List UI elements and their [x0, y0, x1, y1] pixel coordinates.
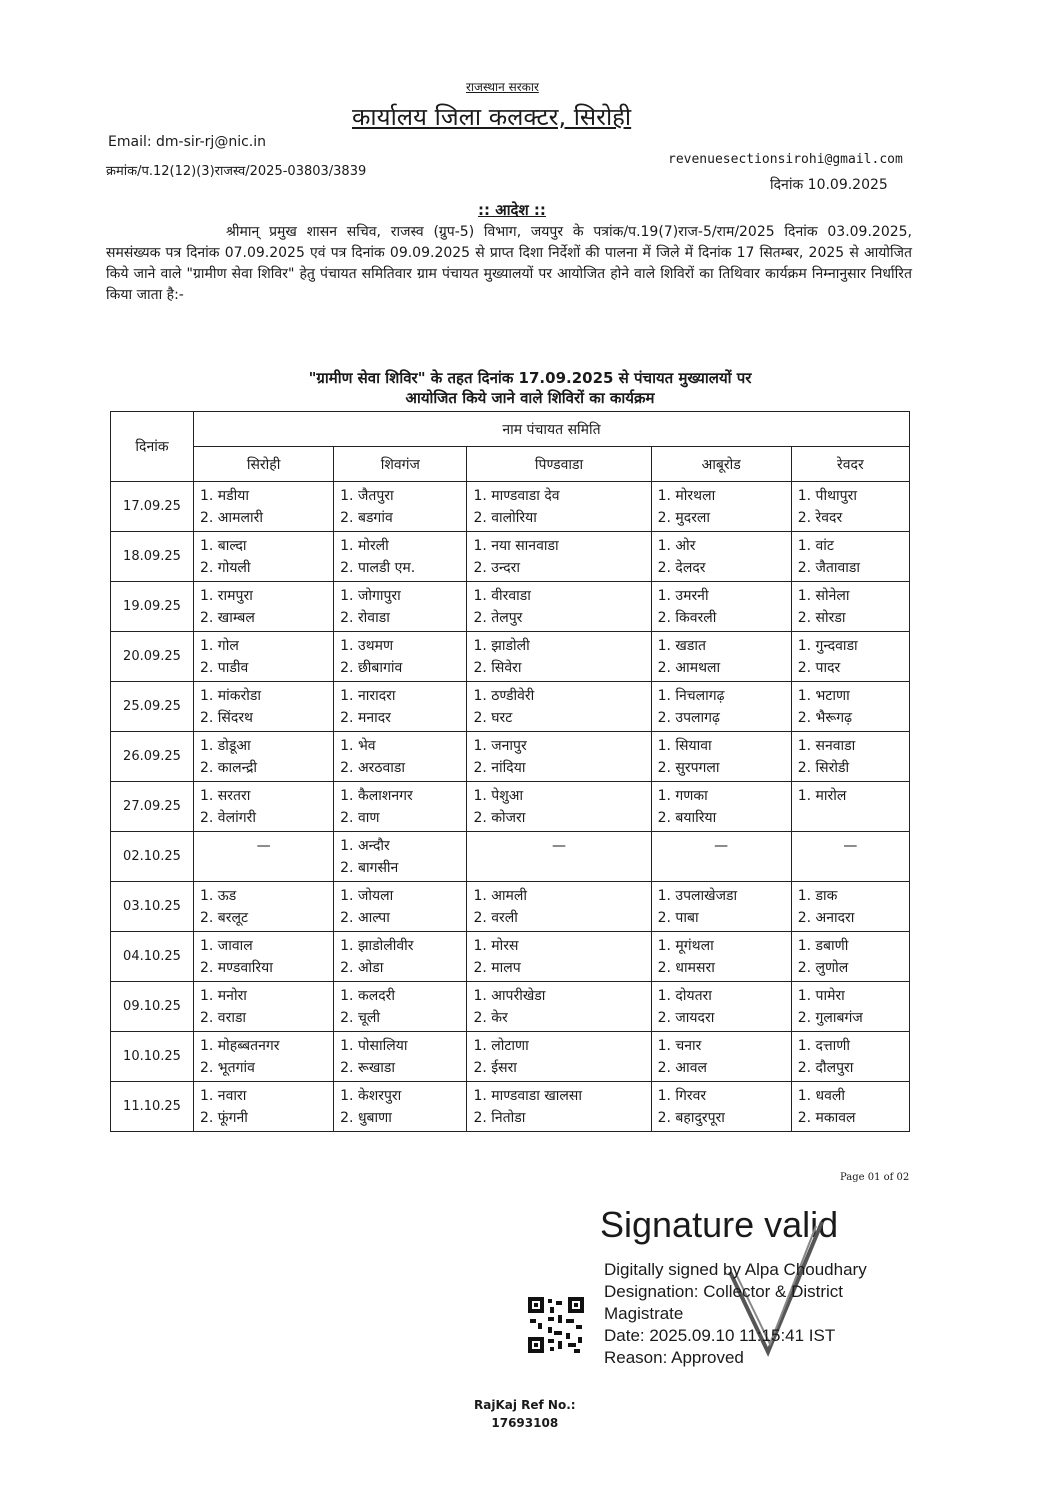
- cell-line: 1. ठण्डीवेरी: [473, 687, 535, 704]
- signature-details: [604, 1259, 867, 1369]
- cell-line: 1. नवारा: [200, 1087, 247, 1104]
- cell-line: 2. नितोडा: [473, 1109, 526, 1126]
- cell-line: 2. नांदिया: [473, 759, 526, 776]
- cell-line: 1. आमली: [473, 887, 528, 904]
- cell-line: 2. मकावल: [797, 1109, 856, 1126]
- cell-line: 2. केर: [473, 1009, 508, 1026]
- table-row: [111, 932, 910, 982]
- cell-line: 2. उपलागढ़: [657, 709, 720, 726]
- cell-line: 2. आल्पा: [340, 909, 390, 926]
- order-date: दिनांक 10.09.2025: [770, 177, 888, 193]
- table-cell: [467, 1082, 651, 1132]
- table-row: [111, 682, 910, 732]
- cell-line: 2. उन्दरा: [473, 559, 521, 576]
- cell-line: 2. मालप: [473, 959, 521, 976]
- table-cell: [194, 982, 334, 1032]
- cell-line: 1. मोरथला: [657, 487, 716, 504]
- table-cell: [791, 482, 909, 532]
- cell-line: 1. मडीया: [200, 487, 250, 504]
- cell-line: —: [714, 837, 729, 854]
- cell-line: 1. पीथापुरा: [797, 487, 857, 504]
- cell-line: 2. दौलपुरा: [797, 1059, 854, 1076]
- cell-line: 1. डोडूआ: [200, 737, 251, 754]
- cell-line: 2. आमथला: [657, 659, 721, 676]
- rajkaj-reference: [474, 1396, 576, 1432]
- table-cell: [791, 582, 909, 632]
- signature-line4: Date: 2025.09.10 11:15:41 IST: [604, 1326, 836, 1345]
- table-cell: [467, 882, 651, 932]
- cell-line: 1. नारादरा: [340, 687, 396, 704]
- cell-line: 2. बयारिया: [657, 809, 717, 826]
- row-date: 09.10.25: [111, 982, 194, 1032]
- cell-line: 1. मूगंथला: [657, 937, 714, 954]
- cell-line: 2. चूली: [340, 1009, 380, 1026]
- cell-line: 1. माण्डवाडा खालसा: [473, 1087, 583, 1104]
- cell-line: 1. उमरनी: [657, 587, 709, 604]
- cell-line: 1. वांट: [797, 537, 834, 554]
- cell-line: 1. लोटाणा: [473, 1037, 529, 1054]
- table-cell: [651, 732, 791, 782]
- cell-line: 1. मोरस: [473, 937, 519, 954]
- table-cell: [467, 782, 651, 832]
- table-cell: [194, 882, 334, 932]
- cell-line: 1. अन्दौर: [340, 837, 390, 854]
- table-cell: [334, 1082, 467, 1132]
- cell-line: 2. सिवेरा: [473, 659, 522, 676]
- cell-line: 2. ईसरा: [473, 1059, 517, 1076]
- cell-line: 1. डाक: [797, 887, 838, 904]
- row-date: 20.09.25: [111, 632, 194, 682]
- cell-line: 1. मोरली: [340, 537, 389, 554]
- date-header: दिनांक: [111, 412, 194, 482]
- signature-line1: Digitally signed by Alpa Choudhary: [604, 1260, 867, 1279]
- cell-line: 1. निचलागढ़: [657, 687, 725, 704]
- cell-line: 2. धामसरा: [657, 959, 715, 976]
- row-date: 27.09.25: [111, 782, 194, 832]
- cell-line: 2. वराडा: [200, 1009, 247, 1026]
- cell-line: 1. पामेरा: [797, 987, 845, 1004]
- cell-line: 1. वीरवाडा: [473, 587, 531, 604]
- cell-line: 2. ओडा: [340, 959, 384, 976]
- table-cell: [791, 882, 909, 932]
- cell-line: 1. आपरीखेडा: [473, 987, 546, 1004]
- table-cell: [467, 682, 651, 732]
- cell-line: 1. गुन्दवाडा: [797, 637, 858, 654]
- table-title-line2: आयोजित किये जाने वाले शिविरों का कार्यक्रम: [405, 389, 655, 407]
- cell-line: 1. जावाल: [200, 937, 253, 954]
- cell-line: 2. मण्डवारिया: [200, 959, 273, 976]
- row-date: 25.09.25: [111, 682, 194, 732]
- cell-line: 1. मनोरा: [200, 987, 247, 1004]
- rajkaj-number: 17693108: [491, 1416, 559, 1430]
- cell-line: 1. दत्ताणी: [797, 1037, 850, 1054]
- cell-line: 2. भैरूगढ़: [797, 709, 852, 726]
- table-cell: [791, 532, 909, 582]
- table-cell: [651, 882, 791, 932]
- column-header: सिरोही: [194, 447, 334, 482]
- cell-line: 2. आमलारी: [200, 509, 263, 526]
- table-cell: [651, 1082, 791, 1132]
- cell-line: 1. जोयला: [340, 887, 394, 904]
- signature-line2: Designation: Collector & District: [604, 1282, 844, 1301]
- cell-line: 2. मुदरला: [657, 509, 711, 526]
- cell-line: 1. पेशुआ: [473, 787, 524, 804]
- cell-line: 1. गोल: [200, 637, 239, 654]
- cell-line: —: [256, 837, 271, 854]
- cell-line: [798, 857, 903, 879]
- cell-line: 2. वेलांगरी: [200, 809, 256, 826]
- cell-line: 2. सिंदरथ: [200, 709, 254, 726]
- table-cell: [791, 782, 909, 832]
- cell-line: 1. सियावा: [657, 737, 712, 754]
- table-cell: [194, 682, 334, 732]
- cell-line: 2. वाण: [340, 809, 380, 826]
- cell-line: 2. अनादरा: [797, 909, 855, 926]
- cell-line: 1. माण्डवाडा देव: [473, 487, 560, 504]
- table-cell: [467, 732, 651, 782]
- schedule-table: [110, 411, 910, 1132]
- row-date: 10.10.25: [111, 1032, 194, 1082]
- table-cell: [651, 932, 791, 982]
- cell-line: 1. पोसालिया: [340, 1037, 408, 1054]
- row-date: 19.09.25: [111, 582, 194, 632]
- table-cell: [194, 532, 334, 582]
- table-row: [111, 532, 910, 582]
- table-cell: [194, 932, 334, 982]
- cell-line: 1. मांकरोडा: [200, 687, 262, 704]
- column-header: शिवगंज: [334, 447, 467, 482]
- table-cell: [194, 782, 334, 832]
- table-cell: [791, 982, 909, 1032]
- table-title-line1: "ग्रामीण सेवा शिविर" के तहत दिनांक 17.09.2025 से पंचायत मुख्यालयों पर: [308, 369, 752, 387]
- cell-line: 2. वालोरिया: [473, 509, 537, 526]
- email-alt: revenuesectionsirohi@gmail.com: [668, 152, 903, 167]
- table-cell: [194, 1082, 334, 1132]
- cell-line: 1. उपलाखेजडा: [657, 887, 738, 904]
- cell-line: 1. गणका: [657, 787, 708, 804]
- qr-code-icon: [528, 1297, 584, 1353]
- cell-line: 1. ओर: [657, 537, 696, 554]
- cell-line: 2. वरली: [473, 909, 518, 926]
- cell-line: 2. बरलूट: [200, 909, 249, 926]
- table-cell: [334, 732, 467, 782]
- cell-line: 2. बागसीन: [340, 859, 399, 876]
- cell-line: 2. खाम्बल: [200, 609, 255, 626]
- cell-line: 1. सरतरा: [200, 787, 251, 804]
- cell-line: 2. फूंगनी: [200, 1109, 248, 1126]
- cell-line: 2. घरट: [473, 709, 513, 726]
- cell-line: 1. भेव: [340, 737, 376, 754]
- table-row: [111, 1082, 910, 1132]
- cell-line: 2. किवरली: [657, 609, 717, 626]
- table-cell: [467, 632, 651, 682]
- table-cell: [791, 682, 909, 732]
- table-cell: [651, 982, 791, 1032]
- page-label: Page 01 of 02: [840, 1172, 910, 1183]
- cell-line: 2. देलदर: [657, 559, 706, 576]
- table-cell: [651, 532, 791, 582]
- table-cell: [194, 832, 334, 882]
- cell-line: 1. झाडोलीवीर: [340, 937, 414, 954]
- office-title: कार्यालय जिला कलक्टर, सिरोही: [352, 103, 632, 131]
- column-header: पिण्डवाडा: [467, 447, 651, 482]
- row-date: 17.09.25: [111, 482, 194, 532]
- row-date: 02.10.25: [111, 832, 194, 882]
- order-body: श्रीमान् प्रमुख शासन सचिव, राजस्व (ग्रुप-5) विभाग, जयपुर के पत्रांक/प.19(7)राज-5/राम/2025 दिनांक 03.09.2025, समसंख्यक पत्र दिनांक 07.09.2025 एवं पत्र दिनांक 09.09.2025 से प्राप्त दिशा निर्देशों की पालना में जिले में दिनांक 17 सितम्बर, 2025 से आयोजित किये जाने वाले "ग्रामीण सेवा शिविर" हेतु पंचायत समितिवार ग्राम पंचायत मुख्यालयों पर आयोजित होने वाले शिविरों का तिथिवार कार्यक्रम निम्नानुसार निर्धारित किया जाता है:-: [106, 224, 912, 303]
- order-heading: :: आदेश ::: [478, 201, 546, 219]
- cell-line: 1. जैतपुरा: [340, 487, 394, 504]
- cell-line: 2. लुणोल: [797, 959, 849, 976]
- table-cell: [334, 982, 467, 1032]
- table-cell: [334, 482, 467, 532]
- table-cell: [791, 932, 909, 982]
- group-header: नाम पंचायत समिति: [194, 412, 910, 447]
- table-cell: [334, 532, 467, 582]
- cell-line: 1. डबाणी: [797, 937, 849, 954]
- signature-line5: Reason: Approved: [604, 1348, 744, 1367]
- cell-line: 2. जैतावाडा: [797, 559, 861, 576]
- table-row: [111, 882, 910, 932]
- table-cell: [194, 482, 334, 532]
- table-cell: [194, 632, 334, 682]
- table-cell: [467, 532, 651, 582]
- cell-line: 1. ऊड: [200, 887, 237, 904]
- column-header: आबूरोड: [651, 447, 791, 482]
- cell-line: 1. जनापुर: [473, 737, 527, 754]
- table-cell: [467, 932, 651, 982]
- cell-line: 2. पाबा: [657, 909, 699, 926]
- row-date: 04.10.25: [111, 932, 194, 982]
- cell-line: 2. रोवाडा: [340, 609, 390, 626]
- row-date: 26.09.25: [111, 732, 194, 782]
- cell-line: 1. रामपुरा: [200, 587, 253, 604]
- table-cell: [467, 482, 651, 532]
- cell-line: [200, 857, 327, 879]
- cell-line: 2. सोरडा: [797, 609, 846, 626]
- cell-line: —: [552, 837, 567, 854]
- cell-line: 1. चनार: [657, 1037, 702, 1054]
- reference-number: क्रमांक/प.12(12)(3)राजस्व/2025-03803/3839: [106, 164, 367, 179]
- cell-line: 1. कलदरी: [340, 987, 395, 1004]
- cell-line: 2. मनादर: [340, 709, 391, 726]
- cell-line: 2. जायदरा: [657, 1009, 715, 1026]
- cell-line: 2. सुरपगला: [657, 759, 720, 776]
- table-cell: [334, 682, 467, 732]
- cell-line: 1. बाल्दा: [200, 537, 247, 554]
- cell-line: [473, 857, 644, 879]
- table-cell: [791, 732, 909, 782]
- table-cell: [651, 782, 791, 832]
- cell-line: 1. सनवाडा: [797, 737, 856, 754]
- cell-line: 2. रूखाडा: [340, 1059, 396, 1076]
- table-row: [111, 782, 910, 832]
- cell-line: 1. उथमण: [340, 637, 394, 654]
- signature-line3: Magistrate: [604, 1304, 684, 1323]
- row-date: 18.09.25: [111, 532, 194, 582]
- cell-line: 2. अरठवाडा: [340, 759, 406, 776]
- cell-line: 2. बहादुरपूरा: [657, 1109, 725, 1126]
- table-cell: [467, 582, 651, 632]
- table-cell: [651, 832, 791, 882]
- table-cell: [334, 932, 467, 982]
- table-row: [111, 982, 910, 1032]
- table-cell: [334, 1032, 467, 1082]
- column-header: रेवदर: [791, 447, 909, 482]
- table-cell: [467, 982, 651, 1032]
- table-cell: [467, 1032, 651, 1082]
- cell-line: 2. रेवदर: [797, 509, 843, 526]
- table-cell: [791, 632, 909, 682]
- table-cell: [791, 832, 909, 882]
- table-row: [111, 832, 910, 882]
- cell-line: 2. छीबागांव: [340, 659, 403, 676]
- table-cell: [334, 632, 467, 682]
- cell-line: 2. कालन्द्री: [200, 759, 258, 776]
- cell-line: 2. भूतगांव: [200, 1059, 255, 1076]
- row-date: 11.10.25: [111, 1082, 194, 1132]
- government-label: राजस्थान सरकार: [466, 80, 539, 94]
- cell-line: 2. तेलपुर: [473, 609, 523, 626]
- cell-line: 1. भटाणा: [797, 687, 850, 704]
- table-cell: [651, 582, 791, 632]
- table-cell: [791, 1082, 909, 1132]
- cell-line: 2. कोजरा: [473, 809, 526, 826]
- table-cell: [334, 882, 467, 932]
- cell-line: 1. नया सानवाडा: [473, 537, 559, 554]
- table-cell: [467, 832, 651, 882]
- table-cell: [651, 482, 791, 532]
- cell-line: 2. गुलाबगंज: [797, 1009, 863, 1026]
- table-row: [111, 632, 910, 682]
- table-cell: [334, 582, 467, 632]
- cell-line: 2. पादर: [797, 659, 841, 676]
- cell-line: 1. जोगापुरा: [340, 587, 401, 604]
- cell-line: 1. मोहब्बतनगर: [200, 1037, 280, 1054]
- table-cell: [194, 732, 334, 782]
- cell-line: 1. दोयतरा: [657, 987, 712, 1004]
- cell-line: 2. पालडी एम.: [340, 559, 416, 576]
- rajkaj-label: RajKaj Ref No.:: [474, 1398, 576, 1412]
- cell-line: 1. धवली: [797, 1087, 846, 1104]
- cell-line: 1. केशरपुरा: [340, 1087, 402, 1104]
- cell-line: 2. बडगांव: [340, 509, 393, 526]
- table-row: [111, 732, 910, 782]
- table-cell: [194, 582, 334, 632]
- table-cell: [334, 832, 467, 882]
- table-cell: [194, 1032, 334, 1082]
- email-label: Email: dm-sir-rj@nic.in: [108, 134, 266, 150]
- cell-line: 1. मारोल: [797, 787, 847, 804]
- cell-line: 2. पाडीव: [200, 659, 249, 676]
- table-row: [111, 582, 910, 632]
- cell-line: 2. धुबाणा: [340, 1109, 392, 1126]
- table-row: [111, 1032, 910, 1082]
- cell-line: —: [843, 837, 858, 854]
- table-cell: [334, 782, 467, 832]
- table-cell: [651, 632, 791, 682]
- cell-line: 2. सिरोडी: [797, 759, 850, 776]
- table-cell: [651, 1032, 791, 1082]
- cell-line: 1. खडात: [657, 637, 706, 654]
- row-date: 03.10.25: [111, 882, 194, 932]
- cell-line: [658, 857, 785, 879]
- cell-line: [798, 807, 903, 829]
- cell-line: 2. आवल: [657, 1059, 707, 1076]
- table-row: [111, 482, 910, 532]
- cell-line: 1. झाडोली: [473, 637, 530, 654]
- cell-line: 1. सोनेला: [797, 587, 850, 604]
- table-title: [180, 368, 880, 408]
- table-cell: [791, 1032, 909, 1082]
- cell-line: 2. गोयली: [200, 559, 251, 576]
- signature-status: Signature valid: [600, 1204, 839, 1245]
- cell-line: 1. कैलाशनगर: [340, 787, 413, 804]
- table-cell: [651, 682, 791, 732]
- cell-line: 1. गिरवर: [657, 1087, 707, 1104]
